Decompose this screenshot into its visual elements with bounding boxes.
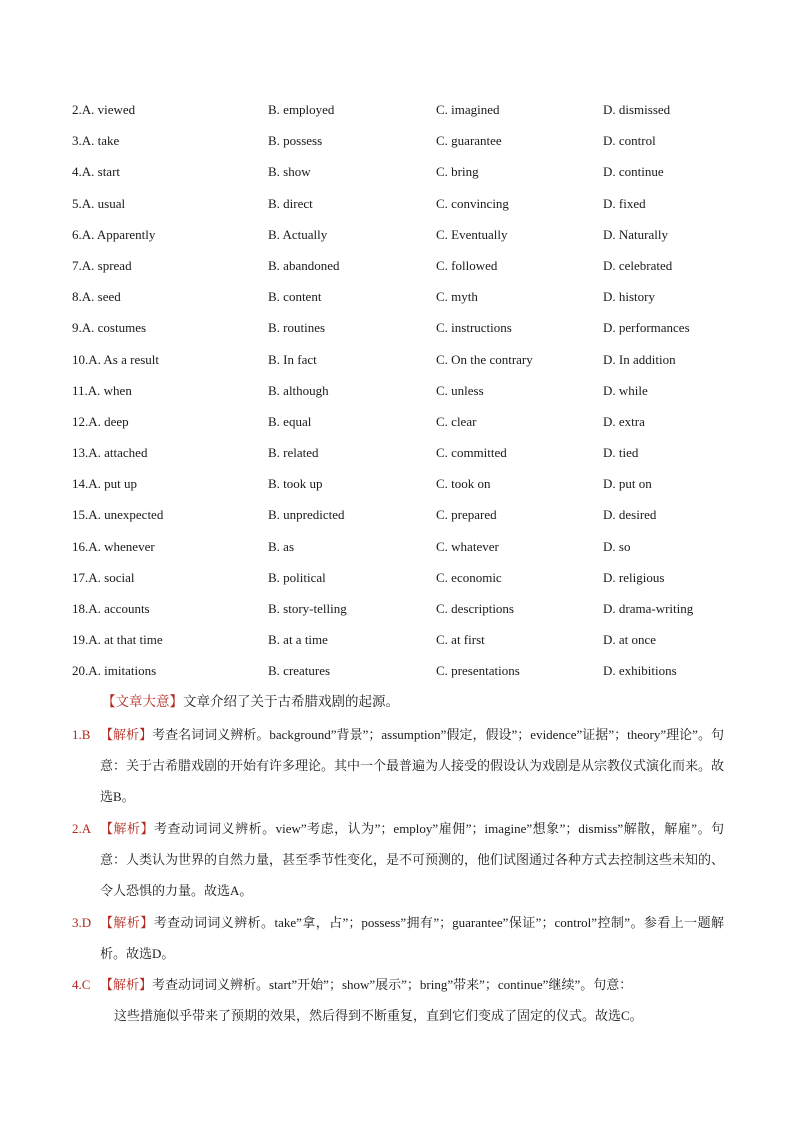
option-row — [72, 316, 752, 347]
option-row — [72, 192, 752, 223]
option-a: 20.A. imitations — [72, 663, 157, 679]
analysis-text: 考查动词词义辨析。view”考虑，认为”；employ”雇佣”；imagine”想象”；dismiss”解散，解雇”。句意：人类认为世界的自然力量，甚至季节性变化，是不可预测的，他们试图通过各种方式去控制这些未知的、令人恐惧的力量。故选A。 — [100, 821, 725, 898]
option-b: B. content — [268, 289, 322, 305]
option-a: 11.A. when — [72, 382, 132, 398]
option-c: C. economic — [436, 569, 502, 585]
option-b: B. direct — [268, 195, 313, 211]
analysis-label: 【解析】 — [100, 727, 153, 742]
option-d: D. while — [603, 382, 648, 398]
option-d: D. desired — [603, 507, 657, 523]
answer-number: 3.D — [72, 915, 92, 930]
option-row — [72, 597, 752, 628]
option-b: B. possess — [268, 133, 323, 149]
option-row — [72, 659, 752, 690]
option-a: 3.A. take — [72, 133, 120, 149]
explanation-2 — [72, 813, 724, 906]
option-a: 14.A. put up — [72, 476, 137, 492]
option-row — [72, 441, 752, 472]
option-b: B. although — [268, 382, 329, 398]
option-row — [72, 223, 752, 254]
option-a: 17.A. social — [72, 569, 135, 585]
option-b: B. In fact — [268, 351, 317, 367]
option-c: C. prepared — [436, 507, 497, 523]
explanation-4 — [72, 969, 724, 1031]
option-c: C. at first — [436, 632, 485, 648]
main-idea-text: 文章介绍了关于古希腊戏剧的起源。 — [183, 694, 399, 709]
option-d: D. history — [603, 289, 655, 305]
option-a: 19.A. at that time — [72, 632, 163, 648]
option-b: B. equal — [268, 413, 312, 429]
option-a: 4.A. start — [72, 164, 121, 180]
option-d: D. dismissed — [603, 102, 671, 117]
option-d: D. fixed — [603, 195, 646, 211]
option-d: D. at once — [603, 632, 657, 648]
option-c: C. bring — [436, 164, 479, 180]
option-b: B. unpredicted — [268, 507, 345, 523]
option-c: C. clear — [436, 413, 477, 429]
option-b: B. routines — [268, 320, 326, 336]
option-c: C. myth — [436, 289, 478, 305]
option-row — [72, 254, 752, 285]
options-list — [72, 98, 752, 691]
option-b: B. abandoned — [268, 257, 340, 273]
option-a: 12.A. deep — [72, 413, 129, 429]
option-row — [72, 535, 752, 566]
answer-number: 1.B — [72, 727, 91, 742]
option-a: 16.A. whenever — [72, 538, 155, 554]
option-b: B. took up — [268, 476, 323, 492]
option-c: C. took on — [436, 476, 491, 492]
option-d: D. religious — [603, 569, 665, 585]
option-d: D. continue — [603, 164, 664, 180]
option-d: D. drama-writing — [603, 601, 694, 616]
option-a: 9.A. costumes — [72, 320, 147, 336]
analysis-text-continued: 这些措施似乎带来了预期的效果，然后得到不断重复，直到它们变成了固定的仪式。故选C。 — [114, 1008, 643, 1023]
option-c: C. Eventually — [436, 226, 508, 242]
option-b: B. employed — [268, 102, 335, 117]
option-a: 13.A. attached — [72, 445, 148, 461]
option-c: C. committed — [436, 445, 507, 461]
option-c: C. whatever — [436, 538, 499, 554]
analysis-text: 考查动词词义辨析。start”开始”；show”展示”；bring”带来”；continue”继续”。句意： — [152, 977, 633, 992]
option-c: C. instructions — [436, 320, 512, 336]
option-c: C. convincing — [436, 195, 509, 211]
option-d: D. performances — [603, 320, 690, 336]
option-a: 10.A. As a result — [72, 351, 160, 367]
option-a: 7.A. spread — [72, 257, 132, 273]
option-d: D. so — [603, 538, 631, 554]
option-row — [72, 566, 752, 597]
option-d: D. Naturally — [603, 226, 668, 242]
option-c: C. imagined — [436, 102, 500, 117]
option-row — [72, 348, 752, 379]
analysis-label: 【解析】 — [100, 915, 154, 930]
option-a: 6.A. Apparently — [72, 226, 156, 242]
option-d: D. celebrated — [603, 257, 673, 273]
option-row — [72, 129, 752, 160]
explanation-3 — [72, 907, 724, 969]
option-a: 8.A. seed — [72, 289, 121, 305]
option-row — [72, 503, 752, 534]
answer-number: 4.C — [72, 977, 91, 992]
main-idea — [102, 690, 399, 714]
option-d: D. In addition — [603, 351, 676, 367]
option-b: B. creatures — [268, 663, 331, 679]
analysis-label: 【解析】 — [100, 977, 153, 992]
option-c: C. guarantee — [436, 133, 502, 149]
option-d: D. control — [603, 133, 656, 149]
option-d: D. exhibitions — [603, 663, 677, 679]
option-a: 18.A. accounts — [72, 601, 150, 616]
option-row — [72, 285, 752, 316]
option-d: D. put on — [603, 476, 652, 492]
option-a: 2.A. viewed — [72, 102, 136, 117]
option-b: B. Actually — [268, 226, 328, 242]
option-c: C. unless — [436, 382, 484, 398]
answer-number: 2.A — [72, 821, 92, 836]
option-a: 5.A. usual — [72, 195, 126, 211]
option-c: C. followed — [436, 257, 498, 273]
analysis-text: 考查名词词义辨析。background”背景”；assumption”假定，假设”；evidence”证据”；theory”理论”。句意：关于古希腊戏剧的开始有许多理论。其中一个最普遍为人接受的假设认为戏剧是从宗教仪式演化而来。故选B。 — [100, 727, 725, 804]
option-d: D. extra — [603, 413, 645, 429]
option-row — [72, 98, 752, 129]
option-b: B. show — [268, 164, 311, 180]
option-b: B. at a time — [268, 632, 328, 648]
option-a: 15.A. unexpected — [72, 507, 164, 523]
option-c: C. descriptions — [436, 601, 514, 616]
option-row — [72, 410, 752, 441]
option-c: C. On the contrary — [436, 351, 533, 367]
option-row — [72, 160, 752, 191]
option-b: B. related — [268, 445, 319, 461]
option-row — [72, 379, 752, 410]
option-row — [72, 472, 752, 503]
option-b: B. political — [268, 569, 326, 585]
option-b: B. story-telling — [268, 601, 347, 616]
analysis-label: 【解析】 — [100, 821, 155, 836]
option-c: C. presentations — [436, 663, 520, 679]
main-idea-label: 【文章大意】 — [102, 694, 183, 709]
option-row — [72, 628, 752, 659]
option-d: D. tied — [603, 445, 639, 461]
explanation-1 — [72, 719, 724, 812]
analysis-text: 考查动词词义辨析。take”拿，占”；possess”拥有”；guarantee”保证”；control”控制”。参看上一题解析。故选D。 — [100, 915, 724, 961]
option-b: B. as — [268, 538, 294, 554]
